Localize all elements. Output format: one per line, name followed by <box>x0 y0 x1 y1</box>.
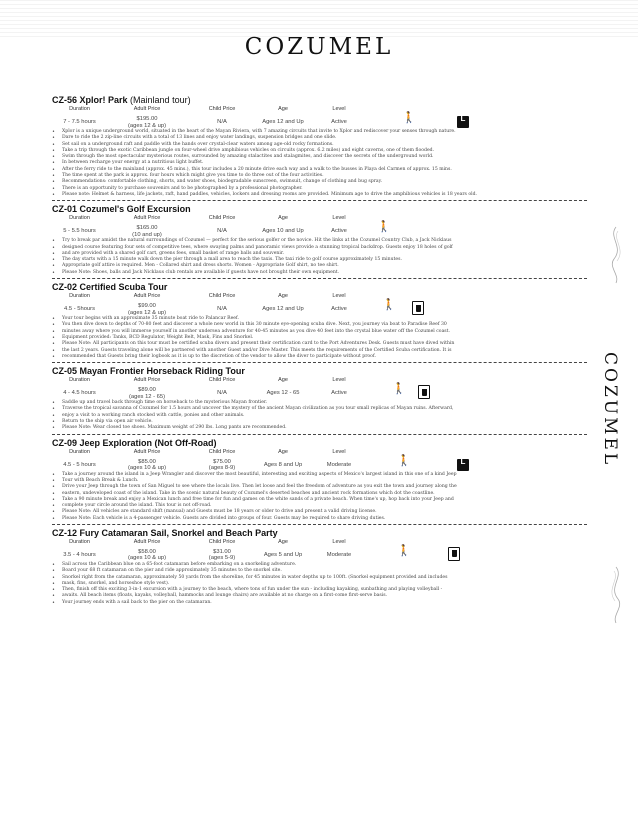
side-page-title: COZUMEL <box>600 352 620 468</box>
swirl-decoration-icon <box>604 225 628 285</box>
tour-bullets: • Try to break par amidst the natural surroundings of Cozumel — perfect for the serious golfer or the novice. Hit the links at the Cozumel Country Club, a Jack Nicklaus • designed course featuring four sets of competitive tees, where swaying palms and panoramic views provide a stunning tropical backdrop. Guests enjoy 18 holes of golf • and are provided with a shared golf cart, greens fees, small basket of range balls and souvenir. • The day starts with a 15 minute walk down the pier through a mall area to reach the taxis. The taxi ride to golf course approximately 15 minutes. • Appropriate golf attire is required. Men - Collared shirt and dress shorts. Women - Appropriate Golf shirt, no tee shirt. • Please Note: Shoes, balls and Jack Nicklaus club rentals are available if guests have not brought their own equipment. <box>52 238 587 276</box>
walker-icon: 🚶 <box>402 112 416 124</box>
section-divider <box>52 200 587 201</box>
tour-bullets: • Saddle up and travel back through time on horseback to the mysterious Mayan frontier. • Traverse the tropical savanna of Cozumel for 1.5 hours and uncover the mystery of the ancient Mayan civilization as you tour small replicas of Mayan ruins. Afterward, • enjoy a visit to a working ranch stocked with cattle, ponies and other animals. • Return to the ship via open air vehicle. • Please Note: Wear closed toe shoes. Maximum weight of 290 lbs. Long pants are recommended. <box>52 400 587 431</box>
tour-cz-05 <box>52 366 587 434</box>
tour-cz-01 <box>52 204 587 279</box>
level-l-badge-icon: L <box>457 459 469 471</box>
walker-icon: 🚶 <box>397 544 411 557</box>
tour-values-row: 4.5 - 5 hours $85.00 (ages 10 & up) $75.00 (ages 8-9) Ages 8 and Up Moderate 🚶 L <box>52 458 587 471</box>
walker-icon: 🚶 <box>382 299 396 312</box>
walker-icon: 🚶 <box>397 454 411 467</box>
swirl-decoration-icon <box>604 565 628 625</box>
tour-values-row: 4.5 - 5hours $99.00 (ages 12 & up) N/A Ages 12 and Up Active 🚶 <box>52 302 587 315</box>
boot-badge-icon <box>412 301 424 315</box>
tour-cz-02 <box>52 282 587 363</box>
tour-header-row: Duration Adult Price Child Price Age Level <box>69 106 346 112</box>
section-divider <box>52 434 587 435</box>
level-l-badge-icon: L <box>457 116 469 128</box>
tour-values-row: 5 - 5.5 hours $165.00 (10 and up) N/A Ages 10 and Up Active 🚶 <box>63 221 391 238</box>
boot-badge-icon <box>448 547 460 561</box>
tour-title: CZ-09 Jeep Exploration (Not Off-Road) <box>52 437 217 448</box>
tour-values-row: 7 - 7.5 hours $195.00 (ages 12 & up) N/A Ages 12 and Up Active 🚶 L <box>52 115 587 128</box>
tour-values-row: 4 - 4.5 hours $89.00 (ages 12 - 65) N/A Ages 12 - 65 Active 🚶 <box>52 386 587 399</box>
tour-list <box>52 95 587 606</box>
page-title: COZUMEL <box>244 34 394 60</box>
tour-bullets: • Take a journey around the island in a Jeep Wrangler and discover the most beautiful, interesting and exciting aspects of Mexico's largest island in this one of a kind Jeep • Tour with Beach Break & Lunch. • Drive your Jeep through the town of San Miguel to see where the locals live. Then let loose and feel the freedom of adventure as you exit the town and journey along the • eastern, undeveloped coast of the island. Take in the scenic natural beauty of Cozumel's deserted beaches and ancient rock formations which dot the coastline. • Take a 90 minute break and enjoy a Mexican lunch and free time for fun and games on the white sands of a private beach. When time's up, hop back into your Jeep and • complete your circle around the island. This tour is not off-road. • Please Note: All vehicles are standard shift (manual) and Guests must be 18 years or older to drive and present a valid driving license. • Please Note: Each vehicle is a 4-passenger vehicle. Guests are divided into groups of four. Guests may be required to share driving duties. <box>52 472 587 522</box>
boot-badge-icon <box>418 385 430 399</box>
walker-icon: 🚶 <box>392 383 406 396</box>
tour-bullets: • Your tour begins with an approximate 35 minute boat ride to Palancar Reef. • You then dive down to depths of 70-80 feet and discover a whole new world in this 30 minute eye-opening scuba dive. Next, you journey via boat to Paradise Reef 30 • minutes away where you will immerse yourself in another undersea adventure for 40-45 minutes as you dive 40 feet into the crystal blue water off the Cozumel coast. • Equipment provided: Tanks, BCD Regulator, Weight Belt, Mask, Fins and Snorkel. • Please Note: All participants on this tour must be certified scuba divers and present their certification card to the Port Adventures Desk. Guests must have dived within • the last 2 years. Guests traveling alone will be partnered with another Guest and/or Dive Master. This meets the requirements of the Certified Scuba certification. It is • recommended that Guests bring their logbook as it is up to the discretion of the vendor to allow the diver to participate without proof. <box>52 316 587 360</box>
tour-bullets: • Sail across the Caribbean blue on a 65-foot catamaran before embarking on a snorkeling adventure. • Board your 68 ft catamaran on the pier and ride approximately 35 minutes to the snorkel site. • Snorkel right from the catamaran, approximately 50 yards from the shoreline, for 45 minutes in water depths up to 100ft. (Snorkel equipment provided and includes • mask, fins, snorkel, and horseshoe style vest). • Then, finish off this exciting 3-in-1 excursion with a journey to the beach, where tons of fun under the sun - including kayaking, sunbathing and playing volleyball - • awaits. All beach items (floats, kayaks, volleyball, hammocks and lounge chairs) are available at no charge on a first-come first-serve basis. • Your journey ends with a sail back to the pier on the catamaran. <box>52 562 587 606</box>
section-divider <box>52 278 587 279</box>
tour-header-row: Duration Adult Price Child Price Age Level <box>69 293 346 300</box>
tour-cz-56 <box>52 95 587 201</box>
tour-cz-09 <box>52 438 587 525</box>
tour-header-row: Duration Adult Price Child Price Age Level <box>69 377 346 384</box>
tour-header-row: Duration Adult Price Child Price Age Level <box>69 215 346 222</box>
tour-title: CZ-02 Certified Scuba Tour <box>52 282 168 293</box>
walker-icon: 🚶 <box>377 221 391 234</box>
tour-values-row: 3.5 - 4 hours $58.00 (ages 10 & up) $31.00 (ages 5-9) Ages 5 and Up Moderate 🚶 <box>52 548 587 561</box>
tour-header-row: Duration Adult Price Child Price Age Level <box>69 538 346 545</box>
tour-cz-12 <box>52 528 587 606</box>
tour-header-row: Duration Adult Price Child Price Age Level <box>69 448 346 455</box>
section-divider <box>52 524 587 525</box>
section-divider <box>52 362 587 363</box>
tour-title: CZ-05 Mayan Frontier Horseback Riding Tour <box>52 366 245 377</box>
tour-title: CZ-56 Xplor! Park (Mainland tour) <box>52 95 191 105</box>
tour-title: CZ-12 Fury Catamaran Sail, Snorkel and Beach Party <box>52 527 278 538</box>
tour-title: CZ-01 Cozumel's Golf Excursion <box>52 204 191 215</box>
tour-bullets: • Xplor is a unique underground world, situated in the heart of the Mayan Riviera, with 7 amazing circuits that invite to Xplor and rediscover your senses through nature. • Dare to ride the 2 zip-line circuits with a total of 13 lines and enjoy water landings, suspension bridges and one slide. • Set sail on a underground raft and paddle with the hands over crystal-clear waters among age-old rocky formations. • Take a trip through the exotic Caribbean jungle on four-wheel drive amphibious vehicles on circuits (approx. 6.2 miles) and eight caverns, one of them flooded. • Swim through the most spectacular mysterious routes, surrounded by amazing stalactites and stalagmites, and discover the secrets of the underground world. • In between recharge your energy at a nutritious light buffet. • After the ferry ride to the mainland (approx. 45 mins.), this tour includes a 20 minute drive each way and a walk to the busses in Playa del Carmen of approx. 15 mins. • The time spent at the park is approx. four hours which might give you time to do three out of the four activities. • Recommendations: comfortable clothing, shorts, and water shoes, biodegradable sunscreen, swimsuit, change of clothing and bug spray. • There is an opportunity to purchase souvenirs and to be photographed by a professional photographer. • Please note: Helmet & harness, life jackets, raft, hand paddles, vehicles, lockers and dressing rooms are provided. Minimum age to drive the amphibious vehicles is 18 years old. <box>52 129 587 198</box>
